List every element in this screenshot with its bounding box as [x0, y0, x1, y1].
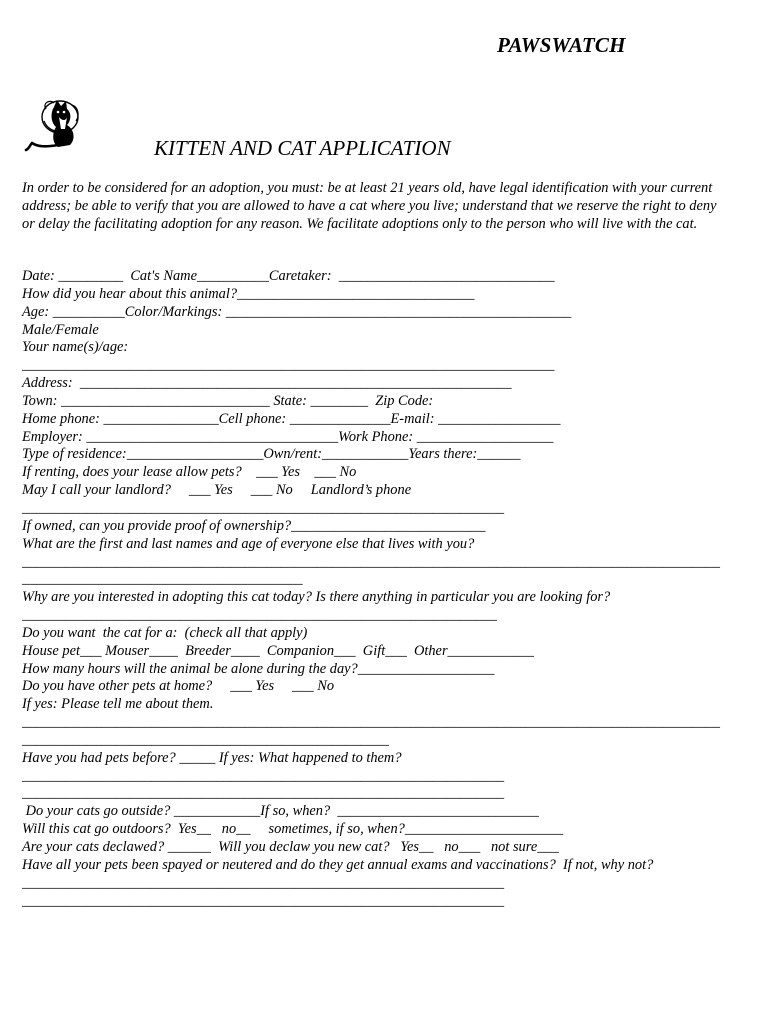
form-line-other-pets-blank-1[interactable]: _________________________________________________________________________________________________ — [22, 714, 720, 731]
form-line-other-pets[interactable]: Do you have other pets at home? ___ Yes ___ No — [22, 678, 335, 695]
form-line-other-pets-describe-label: If yes: Please tell me about them. — [22, 696, 214, 713]
form-line-address[interactable]: Address: ____________________________________________________________ — [22, 375, 512, 392]
form-line-cat-outdoors[interactable]: Will this cat go outdoors? Yes__ no__ sometimes, if so, when?______________________ — [22, 821, 564, 838]
form-line-why-adopt-blank[interactable]: __________________________________________________________________ — [22, 607, 497, 624]
form-line-your-names-label: Your name(s)/age: — [22, 339, 129, 356]
form-line-town-state-zip[interactable]: Town: _____________________________ State: ________ Zip Code: — [22, 392, 434, 409]
form-line-past-pets-blank-2[interactable]: ___________________________________________________________________ — [22, 785, 505, 802]
form-line-landlord-blank[interactable]: ___________________________________________________________________ — [22, 499, 505, 516]
form-line-hours-alone[interactable]: How many hours will the animal be alone during the day?___________________ — [22, 660, 495, 677]
form-line-your-names-blank[interactable]: __________________________________________________________________________ — [22, 357, 555, 374]
form-line-household-label: What are the first and last names and age of everyone else that lives with you? — [22, 535, 475, 552]
form-line-household-blank-1[interactable]: _________________________________________________________________________________________________ — [22, 553, 720, 570]
form-line-cat-purpose-label: Do you want the cat for a: (check all that apply) — [22, 624, 308, 641]
form-line-why-adopt-label: Why are you interested in adopting this cat today? Is there anything in particular you are looking for? — [22, 589, 611, 606]
form-line-sex[interactable]: Male/Female — [22, 321, 99, 338]
form-line-spayed-blank-1[interactable]: ___________________________________________________________________ — [22, 874, 505, 891]
form-line-past-pets[interactable]: Have you had pets before? _____ If yes: What happened to them? — [22, 749, 402, 766]
form-line-spayed-label: Have all your pets been spayed or neutered and do they get annual exams and vaccinations? If not, why not? — [22, 856, 654, 873]
form-line-lease-pets[interactable]: If renting, does your lease allow pets? ___ Yes ___ No — [22, 464, 357, 481]
form-line-proof-ownership[interactable]: If owned, can you provide proof of ownership?___________________________ — [22, 517, 486, 534]
form-line-age-color[interactable]: Age: __________Color/Markings: ________________________________________________ — [22, 303, 572, 320]
form-line-phones-email[interactable]: Home phone: ________________Cell phone: ______________E-mail: _________________ — [22, 410, 561, 427]
form-title: KITTEN AND CAT APPLICATION — [154, 136, 451, 160]
form-line-residence[interactable]: Type of residence:___________________Own/rent:____________Years there:______ — [22, 446, 521, 463]
form-line-heard-about[interactable]: How did you hear about this animal?_________________________________ — [22, 285, 475, 302]
form-line-date-cat-caretaker[interactable]: Date: _________ Cat's Name__________Caretaker: ______________________________ — [22, 268, 555, 284]
form-line-employer[interactable]: Employer: ___________________________________Work Phone: ___________________ — [22, 428, 554, 445]
intro-paragraph: In order to be considered for an adoption, you must: be at least 21 years old, have legal identification with your current address; be able to verify that you are allowed to have a cat where you live; understand that we reserve the right to deny or delay the facilitating adoption for any reason. We facilitate adoptions only to the person who will live with the cat. — [22, 180, 717, 232]
cat-logo-icon — [24, 95, 94, 155]
form-line-household-blank-2[interactable]: _______________________________________ — [22, 571, 303, 588]
form-line-declawed[interactable]: Are your cats declawed? ______ Will you declaw you new cat? Yes__ no___ not sure___ — [22, 839, 559, 855]
form-line-other-pets-blank-2[interactable]: ___________________________________________________ — [22, 731, 389, 748]
form-line-cat-purpose-options[interactable]: House pet___ Mouser____ Breeder____ Companion___ Gift___ Other____________ — [22, 642, 534, 659]
form-line-cats-outside[interactable]: Do your cats go outside? ____________If so, when? ____________________________ — [22, 803, 539, 820]
form-line-spayed-blank-2[interactable]: ___________________________________________________________________ — [22, 892, 505, 909]
application-form — [22, 268, 762, 910]
form-line-call-landlord[interactable]: May I call your landlord? ___ Yes ___ No Landlord’s phone — [22, 482, 412, 499]
organization-name: PAWSWATCH — [497, 33, 626, 57]
form-line-past-pets-blank-1[interactable]: ___________________________________________________________________ — [22, 767, 505, 784]
